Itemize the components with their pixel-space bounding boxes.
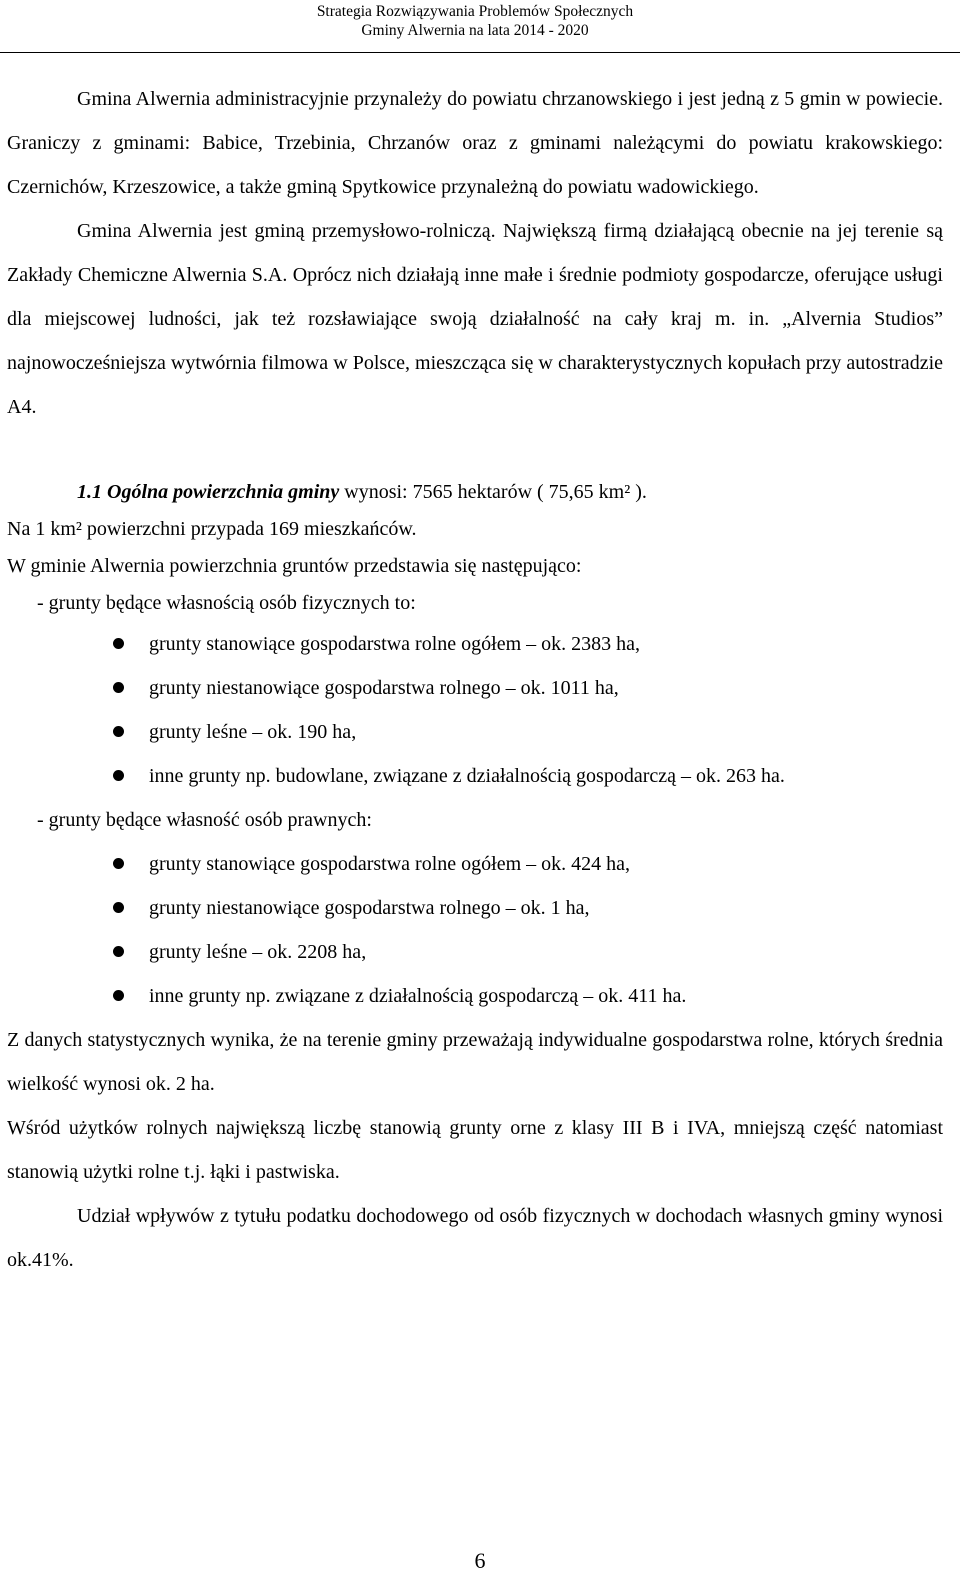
list-item-text: grunty niestanowiące gospodarstwa rolnego – ok. 1 ha, bbox=[149, 897, 590, 919]
list-item bbox=[7, 886, 943, 930]
list-item-text: inne grunty np. budowlane, związane z działalnością gospodarczą – ok. 263 ha. bbox=[149, 765, 785, 787]
paragraph-location: Gmina Alwernia administracyjnie przynależy do powiatu chrzanowskiego i jest jedną z 5 gmin w powiecie. Graniczy z gminami: Babice, Trzebinia, Chrzanów oraz z gminami należącymi do powiatu krakowskiego: Czernichów, Krzeszowice, a także gminą Spytkowice przynależną do powiatu wadowickiego. bbox=[7, 88, 943, 198]
header-title-line2: Gminy Alwernia na lata 2014 - 2020 bbox=[361, 22, 589, 39]
bullet-icon bbox=[113, 682, 124, 693]
list-item bbox=[7, 710, 943, 754]
document-body bbox=[7, 77, 943, 1282]
list-legal-entities bbox=[7, 842, 943, 1018]
group-heading-individuals: - grunty będące własnością osób fizycznych to: bbox=[37, 592, 416, 614]
list-item-text: grunty leśne – ok. 2208 ha, bbox=[149, 941, 367, 963]
bullet-icon bbox=[113, 858, 124, 869]
section-area-value: wynosi: 7565 hektarów ( 75,65 km² ). bbox=[339, 481, 647, 503]
paragraph-tax-share: Udział wpływów z tytułu podatku dochodowego od osób fizycznych w dochodach własnych gminy wynosi ok.41%. bbox=[7, 1205, 943, 1271]
paragraph-farm-size: Z danych statystycznych wynika, że na terenie gminy przeważają indywidualne gospodarstwa rolne, których średnia wielkość wynosi ok. 2 ha. bbox=[7, 1029, 943, 1095]
spacer bbox=[7, 429, 943, 474]
section-heading bbox=[7, 474, 943, 511]
header-title-line1: Strategia Rozwiązywania Problemów Społecznych bbox=[316, 3, 634, 20]
list-item bbox=[7, 930, 943, 974]
list-item bbox=[7, 666, 943, 710]
list-item-text: inne grunty np. związane z działalnością gospodarczą – ok. 411 ha. bbox=[149, 985, 687, 1007]
list-item bbox=[7, 974, 943, 1018]
density-line: Na 1 km² powierzchni przypada 169 mieszkańców. bbox=[7, 518, 417, 540]
list-item bbox=[7, 754, 943, 798]
list-item-text: grunty niestanowiące gospodarstwa rolnego – ok. 1011 ha, bbox=[149, 677, 619, 699]
list-item-text: grunty stanowiące gospodarstwa rolne ogółem – ok. 424 ha, bbox=[149, 853, 631, 875]
list-item-text: grunty leśne – ok. 190 ha, bbox=[149, 721, 357, 743]
bullet-icon bbox=[113, 638, 124, 649]
section-title: Ogólna powierzchnia gminy bbox=[107, 481, 340, 503]
section-number: 1.1 bbox=[77, 481, 102, 503]
page-number: 6 bbox=[474, 1548, 486, 1573]
bullet-icon bbox=[113, 902, 124, 913]
land-intro: W gminie Alwernia powierzchnia gruntów przedstawia się następująco: bbox=[7, 555, 582, 577]
list-individuals bbox=[7, 622, 943, 798]
list-item bbox=[7, 622, 943, 666]
bullet-icon bbox=[113, 726, 124, 737]
list-item bbox=[7, 842, 943, 886]
bullet-icon bbox=[113, 990, 124, 1001]
page-header bbox=[0, 0, 960, 53]
bullet-icon bbox=[113, 946, 124, 957]
group-heading-legal-entities: - grunty będące własność osób prawnych: bbox=[37, 809, 372, 831]
paragraph-economy: Gmina Alwernia jest gminą przemysłowo-rolniczą. Największą firmą działającą obecnie na jej terenie są Zakłady Chemiczne Alwernia S.A. Oprócz nich działają inne małe i średnie podmioty gospodarcze, oferujące usługi dla miejscowej ludności, jak też rozsławiające swoją działalność na cały kraj m. in. „Alvernia Studios” najnowocześniejsza wytwórnia filmowa w Polsce, mieszcząca się w charakterystycznych kopułach przy autostradzie A4. bbox=[7, 220, 943, 418]
paragraph-land-class: Wśród użytków rolnych największą liczbę stanowią grunty orne z klasy III B i IVA, mniejszą część natomiast stanowią użytki rolne t.j. łąki i pastwiska. bbox=[7, 1117, 943, 1183]
list-item-text: grunty stanowiące gospodarstwa rolne ogółem – ok. 2383 ha, bbox=[149, 633, 641, 655]
bullet-icon bbox=[113, 770, 124, 781]
